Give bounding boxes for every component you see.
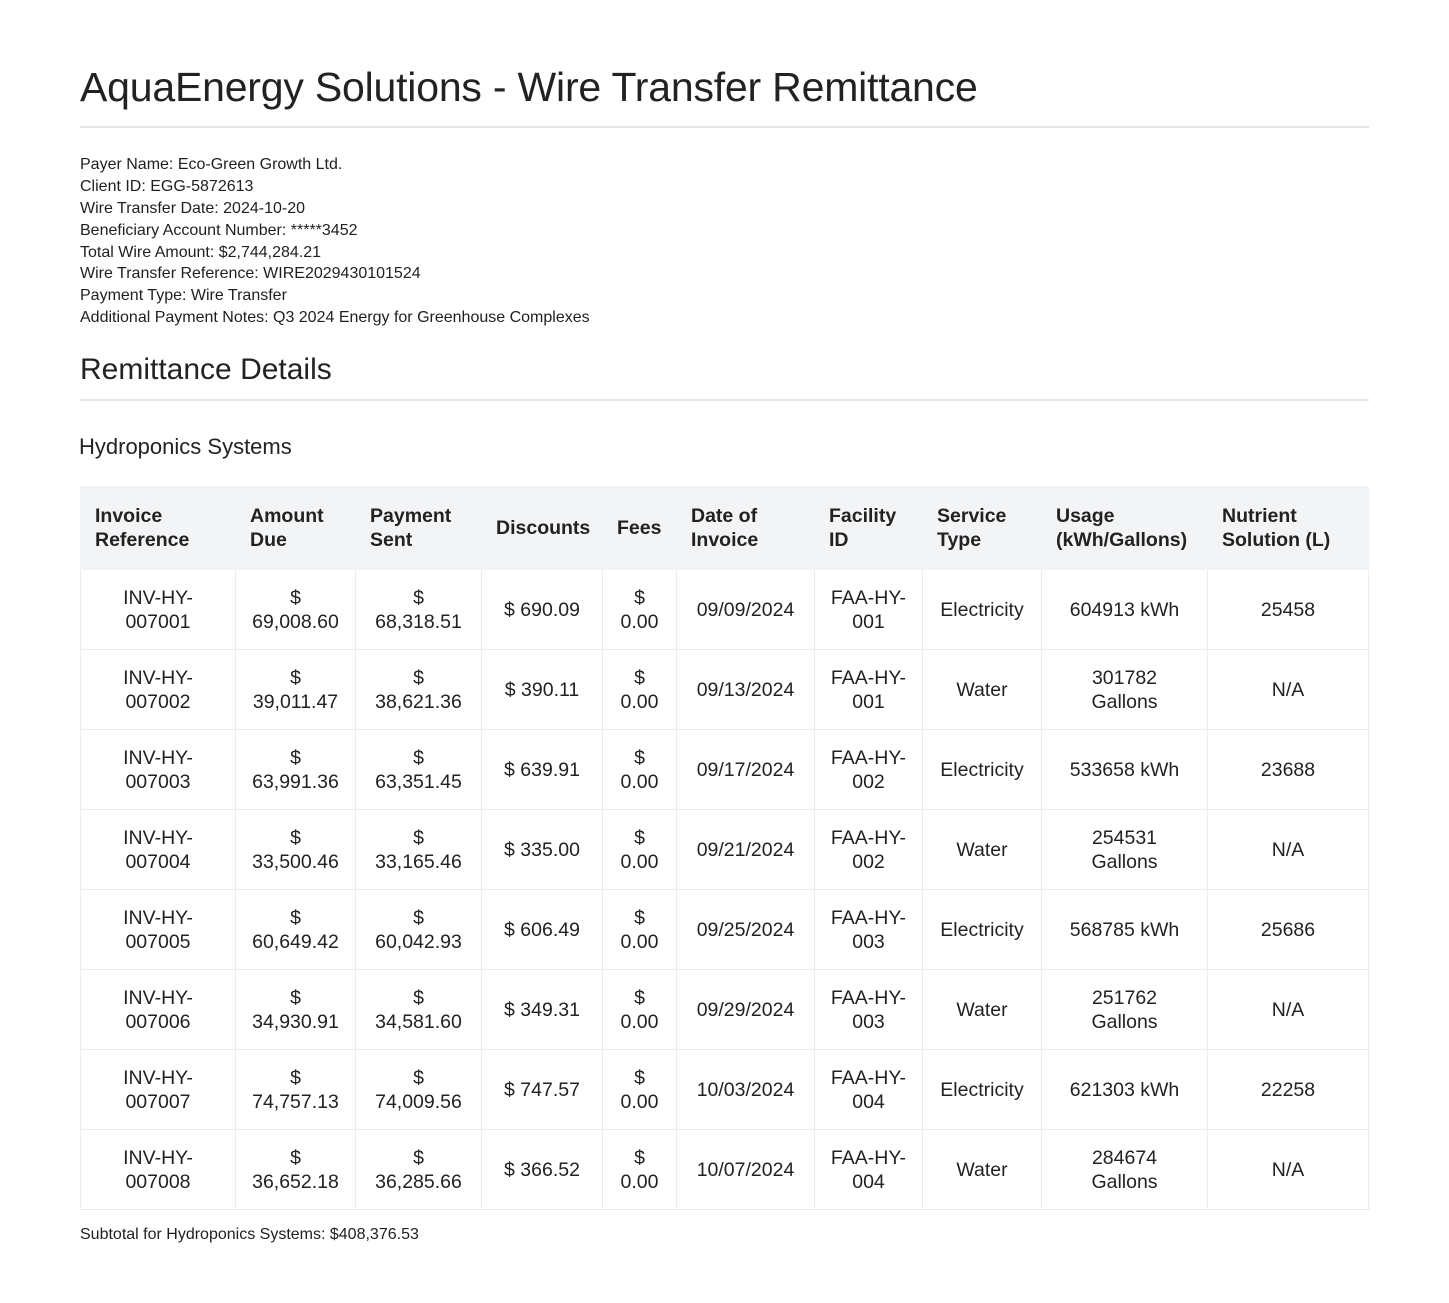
cell-date-of-invoice [677,1050,815,1130]
table-row [81,1050,1369,1130]
cell-text: 34,581.60 [375,1010,462,1033]
cell-service-type [923,730,1042,810]
cell-text: N/A [1271,998,1305,1021]
cell-discounts [482,1130,603,1210]
cell-invoice-reference [81,650,236,730]
table-row [81,890,1369,970]
cell-text: N/A [1271,678,1305,701]
column-header-line: Invoice [95,505,163,527]
cell-text: $ [413,586,424,609]
cell-payment-sent [356,810,482,890]
cell-text: 007003 [125,770,191,793]
cell-text: 533658 kWh [1069,758,1180,781]
cell-discounts [482,810,603,890]
cell-text: 60,042.93 [375,930,462,953]
cell-invoice-reference [81,570,236,650]
cell-text: 0.00 [620,1170,659,1193]
cell-text: 301782 [1091,666,1158,689]
cell-text: Electricity [940,598,1024,621]
cell-nutrient-solution [1208,810,1369,890]
cell-facility-id [815,730,923,810]
cell-text: 007006 [125,1010,191,1033]
cell-text: Water [956,838,1008,861]
table-row [81,810,1369,890]
cell-text: 10/03/2024 [696,1078,795,1101]
wire-transfer-date: Wire Transfer Date: 2024-10-20 [80,199,305,217]
cell-fees [603,970,677,1050]
table-row [81,650,1369,730]
column-header-line: Sent [370,529,413,551]
cell-payment-sent [356,650,482,730]
subsection-heading: Hydroponics Systems [79,434,292,459]
cell-text: $ 639.91 [504,758,580,781]
cell-nutrient-solution [1208,890,1369,970]
cell-service-type [923,1050,1042,1130]
cell-text: $ [290,666,301,689]
cell-usage [1042,730,1208,810]
cell-text: 568785 kWh [1069,918,1180,941]
cell-text: INV-HY- [123,1146,193,1169]
cell-amount-due [236,810,356,890]
table-row [81,970,1369,1050]
payer-info-block [80,154,590,329]
cell-text: 0.00 [620,1010,659,1033]
cell-text: $ [634,746,645,769]
cell-text: INV-HY- [123,586,193,609]
cell-text: 007005 [125,930,191,953]
column-header-line: Service [937,505,1007,527]
page-title: AquaEnergy Solutions - Wire Transfer Remittance [80,64,978,110]
cell-fees [603,890,677,970]
column-header-line: Facility [829,505,897,527]
cell-text: $ 606.49 [504,918,580,941]
cell-text: $ 390.11 [504,678,580,701]
cell-discounts [482,650,603,730]
cell-invoice-reference [81,810,236,890]
cell-text: $ 366.52 [504,1158,580,1181]
cell-text: 09/09/2024 [696,598,795,621]
cell-usage [1042,890,1208,970]
cell-text: $ [290,1146,301,1169]
column-header-line: Solution (L) [1222,529,1331,551]
cell-text: 09/29/2024 [696,998,795,1021]
cell-text: 604913 kWh [1069,598,1180,621]
cell-text: 09/25/2024 [696,918,795,941]
cell-usage [1042,970,1208,1050]
cell-text: $ [413,826,424,849]
cell-text: $ [290,906,301,929]
cell-text: 69,008.60 [252,610,339,633]
cell-text: $ [413,746,424,769]
cell-text: $ 747.57 [504,1078,580,1101]
cell-facility-id [815,650,923,730]
column-header-line: Nutrient [1222,505,1297,527]
cell-text: 004 [852,1170,885,1193]
cell-text: 0.00 [620,1090,659,1113]
cell-amount-due [236,1050,356,1130]
cell-text: Gallons [1091,850,1158,873]
column-header-line: Payment [370,505,452,527]
cell-text: FAA-HY- [830,586,907,609]
cell-nutrient-solution [1208,1130,1369,1210]
cell-text: N/A [1271,1158,1305,1181]
cell-text: $ [634,666,645,689]
cell-text: $ [413,666,424,689]
cell-text: 23688 [1260,758,1316,781]
cell-invoice-reference [81,890,236,970]
cell-text: FAA-HY- [830,986,907,1009]
cell-text: Water [956,678,1008,701]
cell-text: $ [413,1066,424,1089]
cell-fees [603,570,677,650]
cell-text: 002 [852,770,885,793]
cell-amount-due [236,650,356,730]
cell-text: 36,652.18 [252,1170,339,1193]
cell-discounts [482,1050,603,1130]
cell-text: 007008 [125,1170,191,1193]
cell-nutrient-solution [1208,650,1369,730]
wire-transfer-reference: Wire Transfer Reference: WIRE2029430101524 [80,265,421,283]
cell-facility-id [815,890,923,970]
cell-nutrient-solution [1208,970,1369,1050]
cell-fees [603,1050,677,1130]
cell-payment-sent [356,1050,482,1130]
table-header-row [81,487,1369,570]
cell-service-type [923,810,1042,890]
cell-discounts [482,730,603,810]
cell-text: INV-HY- [123,746,193,769]
column-header-line: Due [250,529,287,551]
column-header-line: ID [829,529,849,551]
column-header-line: Reference [95,529,190,551]
cell-text: $ [634,1146,645,1169]
cell-invoice-reference [81,1130,236,1210]
cell-text: 003 [852,930,885,953]
cell-usage [1042,650,1208,730]
cell-amount-due [236,1130,356,1210]
cell-text: INV-HY- [123,906,193,929]
cell-text: 25686 [1260,918,1316,941]
cell-text: $ [634,826,645,849]
cell-text: 33,500.46 [252,850,339,873]
column-header-line: Invoice [691,529,759,551]
cell-text: Water [956,1158,1008,1181]
cell-service-type [923,890,1042,970]
section-divider [80,399,1369,401]
cell-text: FAA-HY- [830,906,907,929]
cell-service-type [923,650,1042,730]
cell-text: 38,621.36 [375,690,462,713]
cell-usage [1042,810,1208,890]
column-header-nutrient-solution [1208,487,1369,570]
cell-text: 60,649.42 [252,930,339,953]
cell-text: 001 [852,610,885,633]
cell-text: INV-HY- [123,826,193,849]
cell-facility-id [815,1130,923,1210]
column-header-payment-sent [356,487,482,570]
cell-amount-due [236,890,356,970]
cell-text: $ [290,746,301,769]
cell-text: 36,285.66 [375,1170,462,1193]
cell-facility-id [815,810,923,890]
title-divider [80,126,1369,128]
column-header-line: Fees [617,517,662,539]
cell-date-of-invoice [677,1130,815,1210]
cell-invoice-reference [81,1050,236,1130]
cell-text: FAA-HY- [830,1066,907,1089]
cell-discounts [482,570,603,650]
cell-text: INV-HY- [123,666,193,689]
column-header-date-of-invoice [677,487,815,570]
payment-type: Payment Type: Wire Transfer [80,287,287,305]
cell-text: 09/21/2024 [696,838,795,861]
cell-text: 39,011.47 [252,690,339,713]
column-header-amount-due [236,487,356,570]
cell-text: $ [290,586,301,609]
cell-invoice-reference [81,970,236,1050]
cell-payment-sent [356,570,482,650]
cell-usage [1042,1050,1208,1130]
cell-date-of-invoice [677,970,815,1050]
cell-text: 09/13/2024 [696,678,795,701]
client-id: Client ID: EGG-5872613 [80,177,254,195]
cell-facility-id [815,1050,923,1130]
cell-payment-sent [356,730,482,810]
cell-text: 007002 [125,690,191,713]
cell-text: Gallons [1091,1010,1158,1033]
column-header-discounts [482,487,603,570]
table-body [81,570,1369,1210]
cell-text: 004 [852,1090,885,1113]
cell-text: 22258 [1260,1078,1316,1101]
column-header-line: Usage [1056,505,1115,527]
cell-text: $ [634,906,645,929]
beneficiary-account-number: Beneficiary Account Number: *****3452 [80,221,358,239]
payer-name: Payer Name: Eco-Green Growth Ltd. [80,156,343,173]
cell-text: 254531 [1091,826,1158,849]
column-header-line: Date of [691,505,758,527]
cell-text: Electricity [940,758,1024,781]
cell-text: $ [634,986,645,1009]
cell-text: $ [290,1066,301,1089]
cell-text: 0.00 [620,850,659,873]
cell-text: $ [290,986,301,1009]
column-header-line: Discounts [496,517,591,539]
cell-discounts [482,970,603,1050]
cell-nutrient-solution [1208,1050,1369,1130]
column-header-line: Amount [250,505,324,527]
cell-text: $ [413,906,424,929]
cell-nutrient-solution [1208,730,1369,810]
column-header-service-type [923,487,1042,570]
cell-text: FAA-HY- [830,666,907,689]
cell-text: 002 [852,850,885,873]
cell-text: 007007 [125,1090,191,1113]
cell-text: $ [413,986,424,1009]
cell-date-of-invoice [677,810,815,890]
cell-service-type [923,970,1042,1050]
cell-fees [603,730,677,810]
cell-text: 25458 [1260,598,1316,621]
section-heading: Remittance Details [80,353,332,386]
cell-text: 284674 [1091,1146,1158,1169]
total-wire-amount: Total Wire Amount: $2,744,284.21 [80,243,322,261]
cell-text: 0.00 [620,930,659,953]
cell-text: 001 [852,690,885,713]
column-header-line: (kWh/Gallons) [1056,529,1188,551]
cell-payment-sent [356,1130,482,1210]
cell-text: Gallons [1091,690,1158,713]
table-row [81,730,1369,810]
cell-amount-due [236,730,356,810]
cell-text: 0.00 [620,610,659,633]
cell-text: Water [956,998,1008,1021]
cell-text: $ 335.00 [504,838,580,861]
cell-text: $ 349.31 [504,998,580,1021]
cell-text: 0.00 [620,690,659,713]
cell-text: 68,318.51 [375,610,462,633]
additional-payment-notes: Additional Payment Notes: Q3 2024 Energy for Greenhouse Complexes [80,309,590,327]
cell-fees [603,810,677,890]
column-header-usage [1042,487,1208,570]
cell-nutrient-solution [1208,570,1369,650]
cell-text: 09/17/2024 [696,758,795,781]
column-header-invoice-reference [81,487,236,570]
cell-text: INV-HY- [123,986,193,1009]
cell-text: $ 690.09 [504,598,580,621]
cell-text: Gallons [1091,1170,1158,1193]
table-row [81,1130,1369,1210]
cell-text: 33,165.46 [375,850,462,873]
cell-text: $ [290,826,301,849]
column-header-fees [603,487,677,570]
cell-amount-due [236,970,356,1050]
table-row [81,570,1369,650]
cell-fees [603,1130,677,1210]
cell-text: Electricity [940,1078,1024,1101]
cell-usage [1042,1130,1208,1210]
cell-date-of-invoice [677,730,815,810]
cell-text: INV-HY- [123,1066,193,1089]
cell-text: $ [413,1146,424,1169]
cell-usage [1042,570,1208,650]
cell-text: 251762 [1091,986,1158,1009]
column-header-line: Type [937,529,982,551]
cell-text: 10/07/2024 [696,1158,795,1181]
remittance-table [80,486,1369,1210]
cell-text: 007004 [125,850,191,873]
cell-text: FAA-HY- [830,746,907,769]
cell-payment-sent [356,890,482,970]
cell-amount-due [236,570,356,650]
cell-text: 34,930.91 [252,1010,339,1033]
cell-discounts [482,890,603,970]
subtotal: Subtotal for Hydroponics Systems: $408,376.53 [80,1226,419,1243]
cell-text: FAA-HY- [830,1146,907,1169]
cell-text: 621303 kWh [1069,1078,1180,1101]
cell-text: 007001 [125,610,191,633]
cell-payment-sent [356,970,482,1050]
cell-text: $ [634,1066,645,1089]
cell-text: 0.00 [620,770,659,793]
cell-service-type [923,1130,1042,1210]
cell-invoice-reference [81,730,236,810]
cell-text: FAA-HY- [830,826,907,849]
cell-text: N/A [1271,838,1305,861]
cell-fees [603,650,677,730]
cell-text: 003 [852,1010,885,1033]
cell-date-of-invoice [677,650,815,730]
cell-text: 74,009.56 [375,1090,462,1113]
cell-text: 74,757.13 [252,1090,339,1113]
cell-facility-id [815,570,923,650]
cell-text: 63,351.45 [375,770,462,793]
column-header-facility-id [815,487,923,570]
cell-text: 63,991.36 [252,770,339,793]
cell-date-of-invoice [677,890,815,970]
cell-service-type [923,570,1042,650]
cell-text: Electricity [940,918,1024,941]
cell-facility-id [815,970,923,1050]
cell-date-of-invoice [677,570,815,650]
cell-text: $ [634,586,645,609]
